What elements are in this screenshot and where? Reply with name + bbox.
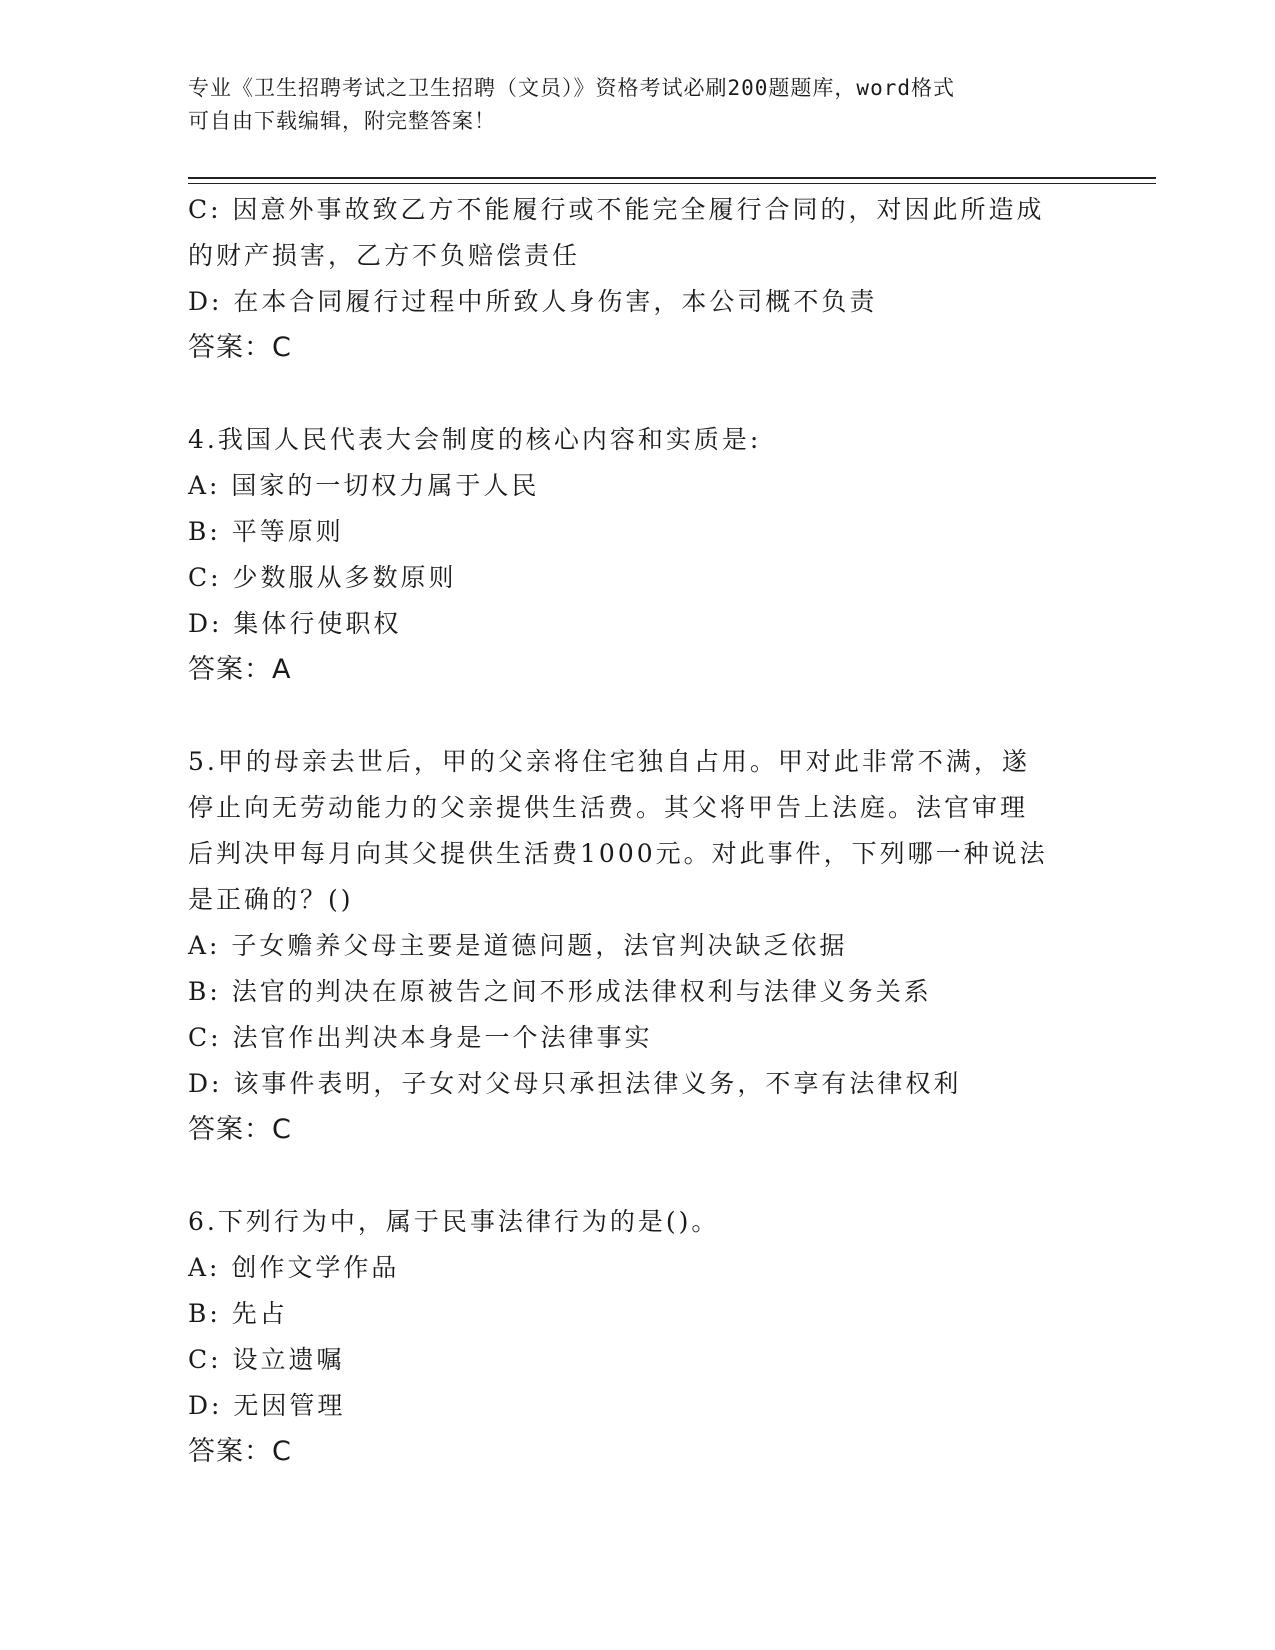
header-divider-thick [188, 177, 1156, 179]
header-title-line-2: 可自由下载编辑，附完整答案！ [188, 109, 496, 133]
question-text-line-3: 后判决甲每月向其父提供生活费1000元。对此事件，下列哪一种说法 [188, 839, 1048, 868]
option-d: D: 在本合同履行过程中所致人身伤害，本公司概不负责 [188, 287, 878, 316]
question-text: 4.我国人民代表大会制度的核心内容和实质是: [188, 425, 762, 454]
question-6 [188, 1199, 1088, 1475]
question-text-line-4: 是正确的？() [188, 885, 354, 914]
question-text-line-1: 5.甲的母亲去世后，甲的父亲将住宅独自占用。甲对此非常不满，遂 [188, 747, 1030, 776]
answer: 答案：C [188, 1436, 292, 1467]
option-b: B: 平等原则 [188, 517, 344, 546]
spacer [188, 693, 1088, 739]
option-c: C: 法官作出判决本身是一个法律事实 [188, 1023, 653, 1052]
spacer [188, 1153, 1088, 1199]
option-c-line-2: 的财产损害，乙方不负赔偿责任 [188, 241, 581, 270]
question-5 [188, 739, 1088, 1153]
option-c: C: 少数服从多数原则 [188, 563, 457, 592]
option-a: A: 子女赡养父母主要是道德问题，法官判决缺乏依据 [188, 931, 848, 960]
answer: 答案：C [188, 1114, 292, 1145]
option-b: B: 先占 [188, 1299, 288, 1328]
option-d: D: 该事件表明，子女对父母只承担法律义务，不享有法律权利 [188, 1069, 962, 1098]
answer: 答案：A [188, 654, 292, 685]
question-4 [188, 417, 1088, 693]
question-text: 6.下列行为中，属于民事法律行为的是()。 [188, 1207, 720, 1236]
header-divider-thin [188, 183, 1156, 184]
header-title-line-1: 专业《卫生招聘考试之卫生招聘（文员）》资格考试必刷200题题库，word格式 [188, 76, 955, 100]
answer: 答案：C [188, 332, 292, 363]
question-3-continued [188, 187, 1088, 371]
document-header [188, 72, 1068, 138]
option-c: C: 设立遗嘱 [188, 1345, 345, 1374]
option-a: A: 创作文学作品 [188, 1253, 400, 1282]
option-c-line-1: C: 因意外事故致乙方不能履行或不能完全履行合同的，对因此所造成 [188, 195, 1045, 224]
option-d: D: 集体行使职权 [188, 609, 402, 638]
option-a: A: 国家的一切权力属于人民 [188, 471, 540, 500]
question-list [188, 187, 1088, 1475]
question-text-line-2: 停止向无劳动能力的父亲提供生活费。其父将甲告上法庭。法官审理 [188, 793, 1029, 822]
option-b: B: 法官的判决在原被告之间不形成法律权利与法律义务关系 [188, 977, 932, 1006]
spacer [188, 371, 1088, 417]
option-d: D: 无因管理 [188, 1391, 346, 1420]
